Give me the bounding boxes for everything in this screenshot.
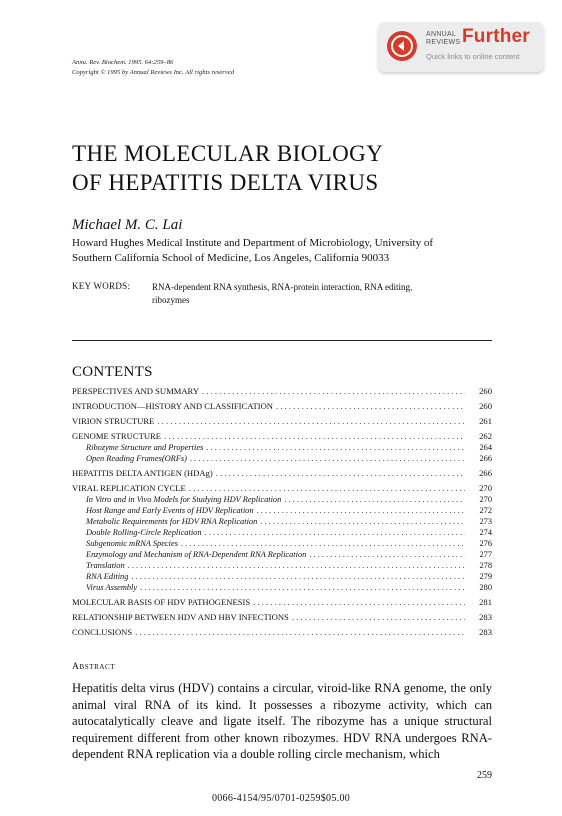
toc-entry-label: RELATIONSHIP BETWEEN HDV AND HBV INFECTIONS — [72, 612, 289, 622]
toc-leader-dots — [260, 516, 465, 527]
toc-leader-dots — [284, 494, 465, 505]
toc-leader-dots — [202, 386, 465, 397]
toc-entry — [72, 538, 492, 549]
section-divider — [72, 340, 492, 341]
toc-entry-label: HEPATITIS DELTA ANTIGEN (HDAg) — [72, 468, 213, 478]
toc-entry-label: Subgenomic mRNA Species — [86, 539, 178, 548]
toc-entry-label: Host Range and Early Events of HDV Replication — [86, 506, 254, 515]
toc-entry — [72, 549, 492, 560]
article-code: 0066-4154/95/0701-0259$05.00 — [211, 793, 351, 804]
toc-entry-page: 278 — [479, 561, 492, 570]
toc-leader-dots — [276, 401, 465, 412]
toc-entry-page: 260 — [479, 386, 492, 396]
toc-entry — [72, 494, 492, 505]
keywords-list: RNA-dependent RNA synthesis, RNA-protein interaction, RNA editing, ribozymes — [152, 282, 413, 305]
toc-entry — [72, 560, 492, 571]
toc-leader-dots — [181, 538, 465, 549]
annual-reviews-further-badge[interactable] — [378, 22, 544, 72]
toc-entry — [72, 527, 492, 538]
play-icon — [387, 31, 417, 61]
toc-leader-dots — [128, 560, 465, 571]
toc-entry — [72, 453, 492, 464]
toc-entry-label: Open Reading Frames(ORFs) — [86, 454, 187, 463]
toc-leader-dots — [140, 582, 465, 593]
toc-entry-page: 273 — [479, 517, 492, 526]
toc-entry — [72, 571, 492, 582]
toc-entry — [72, 442, 492, 453]
toc-entry-label: CONCLUSIONS — [72, 627, 133, 637]
toc-entry-page: 280 — [479, 583, 492, 592]
toc-entry — [72, 468, 492, 479]
toc-entry-page: 276 — [479, 539, 492, 548]
toc-leader-dots — [157, 416, 465, 427]
toc-leader-dots — [189, 483, 465, 494]
toc-leader-dots — [292, 612, 465, 623]
toc-entry-label: Virus Assembly — [86, 583, 138, 592]
author-name: Michael M. C. Lai — [72, 217, 183, 233]
toc-entry — [72, 483, 492, 494]
abstract-text: Hepatitis delta virus (HDV) contains a circular, viroid-like RNA genome, the only animal viral RNA of its kind. It possesses a ribozyme activity, which can autocatalytically cleave and ligate itself. The ribozyme has a unique structural requirement different from other known ribozymes. HDV RNA undergoes RNA-dependent RNA replication via a double rolling circle mechanism, which — [72, 681, 492, 762]
toc-entry-label: PERSPECTIVES AND SUMMARY — [72, 386, 200, 396]
toc-leader-dots — [257, 505, 465, 516]
toc-entry-page: 262 — [479, 431, 492, 441]
toc-entry-label: Metabolic Requirements for HDV RNA Replication — [86, 517, 258, 526]
toc-entry-label: RNA Editing — [86, 572, 129, 581]
toc-leader-dots — [190, 453, 465, 464]
toc-leader-dots — [135, 627, 465, 638]
toc-entry-label: Enzymology and Mechanism of RNA-Dependent RNA Replication — [86, 550, 307, 559]
copyright-line: Copyright © 1995 by Annual Reviews Inc. All rights reserved — [72, 69, 235, 76]
abstract-heading: Abstract — [72, 662, 116, 672]
toc-entry-label: VIRION STRUCTURE — [72, 416, 155, 426]
toc-leader-dots — [309, 549, 465, 560]
journal-citation — [72, 58, 234, 78]
toc-leader-dots — [206, 442, 465, 453]
toc-entry-label: GENOME STRUCTURE — [72, 431, 162, 441]
annual-reviews-brand: ANNUAL REVIEWS — [426, 31, 461, 46]
keywords-label: KEY WORDS: — [72, 281, 131, 291]
page-number: 259 — [477, 770, 492, 781]
toc-entry-label: Translation — [86, 561, 125, 570]
toc-leader-dots — [216, 468, 465, 479]
toc-entry-page: 270 — [479, 483, 492, 493]
toc-leader-dots — [205, 527, 465, 538]
toc-entry — [72, 505, 492, 516]
toc-entry — [72, 431, 492, 442]
badge-tagline: Quick links to online content — [426, 52, 520, 61]
toc-entry-page: 281 — [479, 597, 492, 607]
toc-entry-label: In Vitro and in Vivo Models for Studying HDV Replication — [86, 495, 282, 504]
toc-leader-dots — [131, 571, 465, 582]
toc-entry-page: 279 — [479, 572, 492, 581]
further-label: Further — [462, 26, 530, 47]
article-title: THE MOLECULAR BIOLOGY OF HEPATITIS DELTA VIRUS — [72, 141, 384, 195]
toc-entry — [72, 627, 492, 638]
toc-entry-page: 270 — [479, 495, 492, 504]
toc-entry-label: INTRODUCTION—HISTORY AND CLASSIFICATION — [72, 401, 274, 411]
toc-entry-page: 277 — [479, 550, 492, 559]
toc-entry-page: 261 — [479, 416, 492, 426]
toc-entry-label: Double Rolling-Circle Replication — [86, 528, 202, 537]
toc-entry-label: MOLECULAR BASIS OF HDV PATHOGENESIS — [72, 597, 251, 607]
toc-entry — [72, 597, 492, 608]
author-affiliation: Howard Hughes Medical Institute and Department of Microbiology, University of Southern California School of Medicine, Los Angeles, California 90033 — [72, 237, 433, 264]
toc-entry-page: 272 — [479, 506, 492, 515]
toc-entry — [72, 416, 492, 427]
toc-entry-page: 264 — [479, 443, 492, 452]
toc-entry — [72, 582, 492, 593]
toc-entry-page: 283 — [479, 627, 492, 637]
toc-leader-dots — [164, 431, 465, 442]
toc-entry — [72, 386, 492, 397]
toc-entry-page: 266 — [479, 454, 492, 463]
toc-entry-page: 283 — [479, 612, 492, 622]
toc-entry — [72, 612, 492, 623]
toc-entry-page: 260 — [479, 401, 492, 411]
toc-entry-label: VIRAL REPLICATION CYCLE — [72, 483, 186, 493]
toc-leader-dots — [253, 597, 465, 608]
citation-line: Annu. Rev. Biochem. 1995. 64:259–86 — [72, 59, 174, 66]
toc-entry — [72, 401, 492, 412]
toc-entry-page: 274 — [479, 528, 492, 537]
toc-entry — [72, 516, 492, 527]
contents-heading: CONTENTS — [72, 364, 153, 380]
toc-entry-page: 266 — [479, 468, 492, 478]
toc-entry-label: Ribozyme Structure and Properties — [86, 443, 204, 452]
table-of-contents — [72, 386, 492, 638]
